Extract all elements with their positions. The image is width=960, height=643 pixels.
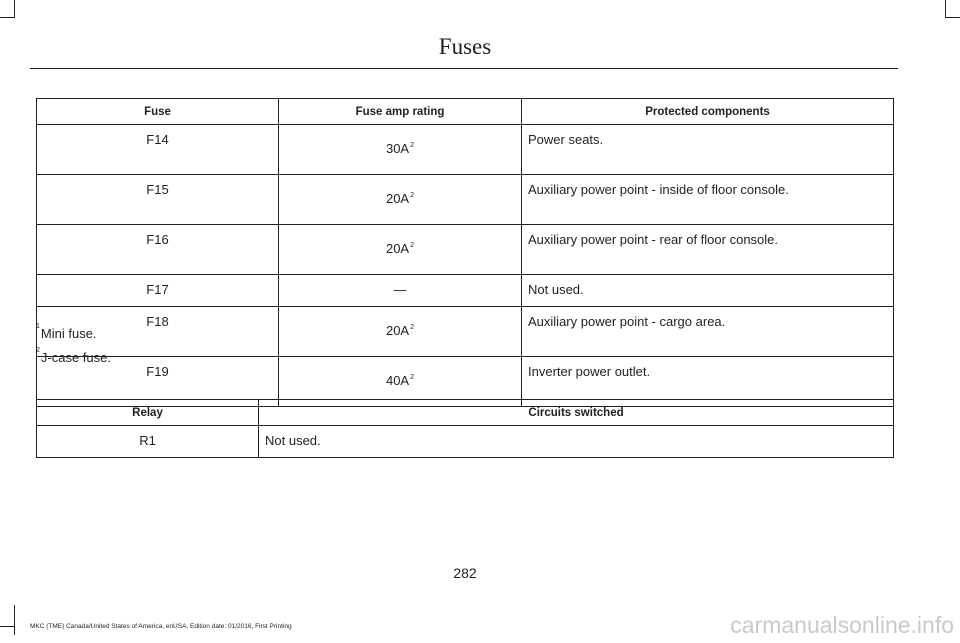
protected-component: Auxiliary power point - rear of floor console. xyxy=(522,225,894,275)
crop-mark xyxy=(0,626,14,627)
watermark: carmanualsonline.info xyxy=(730,612,954,638)
amp-rating: $20A^2$ xyxy=(279,175,522,225)
amp-rating: $40A^2$ xyxy=(279,357,522,407)
header-protected-components: Protected components xyxy=(522,99,894,125)
table-row xyxy=(37,307,894,357)
fuse-id: F18 xyxy=(37,307,279,357)
fuse-id: F15 xyxy=(37,175,279,225)
fuse-id: F19 xyxy=(37,357,279,407)
protected-component: Power seats. xyxy=(522,125,894,175)
protected-component: Not used. xyxy=(522,275,894,307)
amp-rating: $30A^2$ xyxy=(279,125,522,175)
amp-rating: — xyxy=(279,275,522,307)
footnote-ref: 2 xyxy=(410,323,415,331)
crop-mark xyxy=(945,0,960,18)
edition-info: MKC (TME) Canada/United States of America, enUSA, Edition date: 01/2016, First Printing xyxy=(30,623,292,630)
table-row xyxy=(37,426,894,458)
protected-component: Auxiliary power point - cargo area. xyxy=(522,307,894,357)
footnote-ref: 2 xyxy=(410,191,415,199)
title-divider xyxy=(30,68,898,69)
table-header-row xyxy=(37,400,894,426)
page-number: 282 xyxy=(453,565,477,581)
crop-mark xyxy=(0,17,15,18)
table-row xyxy=(37,125,894,175)
header-relay: Relay xyxy=(37,400,259,426)
header-amp-rating: Fuse amp rating xyxy=(279,99,522,125)
fuse-id: F17 xyxy=(37,275,279,307)
table-row xyxy=(37,225,894,275)
fuse-table xyxy=(36,98,894,407)
table-row xyxy=(37,175,894,225)
crop-mark xyxy=(0,605,15,635)
protected-component: Inverter power outlet. xyxy=(522,357,894,407)
footnote-ref: 2 xyxy=(410,141,415,149)
page-title: Fuses xyxy=(438,34,492,59)
amp-rating: $20A^2$ xyxy=(279,307,522,357)
table-row xyxy=(37,275,894,307)
relay-id: R1 xyxy=(37,426,259,458)
table-header-row xyxy=(37,99,894,125)
crop-mark xyxy=(0,0,15,18)
footnote-ref: 2 xyxy=(410,241,415,249)
footnote-mini-fuse: $^1$Mini fuse. xyxy=(36,323,97,341)
relay-table xyxy=(36,399,894,458)
footnote-j-case-fuse: $^2$J-case fuse. xyxy=(36,347,111,365)
protected-component: Auxiliary power point - inside of floor console. xyxy=(522,175,894,225)
amp-rating: $20A^2$ xyxy=(279,225,522,275)
fuse-id: F14 xyxy=(37,125,279,175)
circuit-switched: Not used. xyxy=(259,426,894,458)
crop-mark xyxy=(945,17,960,18)
header-fuse: Fuse xyxy=(37,99,279,125)
fuse-id: F16 xyxy=(37,225,279,275)
footnote-ref: 2 xyxy=(410,373,415,381)
header-circuits-switched: Circuits switched xyxy=(259,400,894,426)
